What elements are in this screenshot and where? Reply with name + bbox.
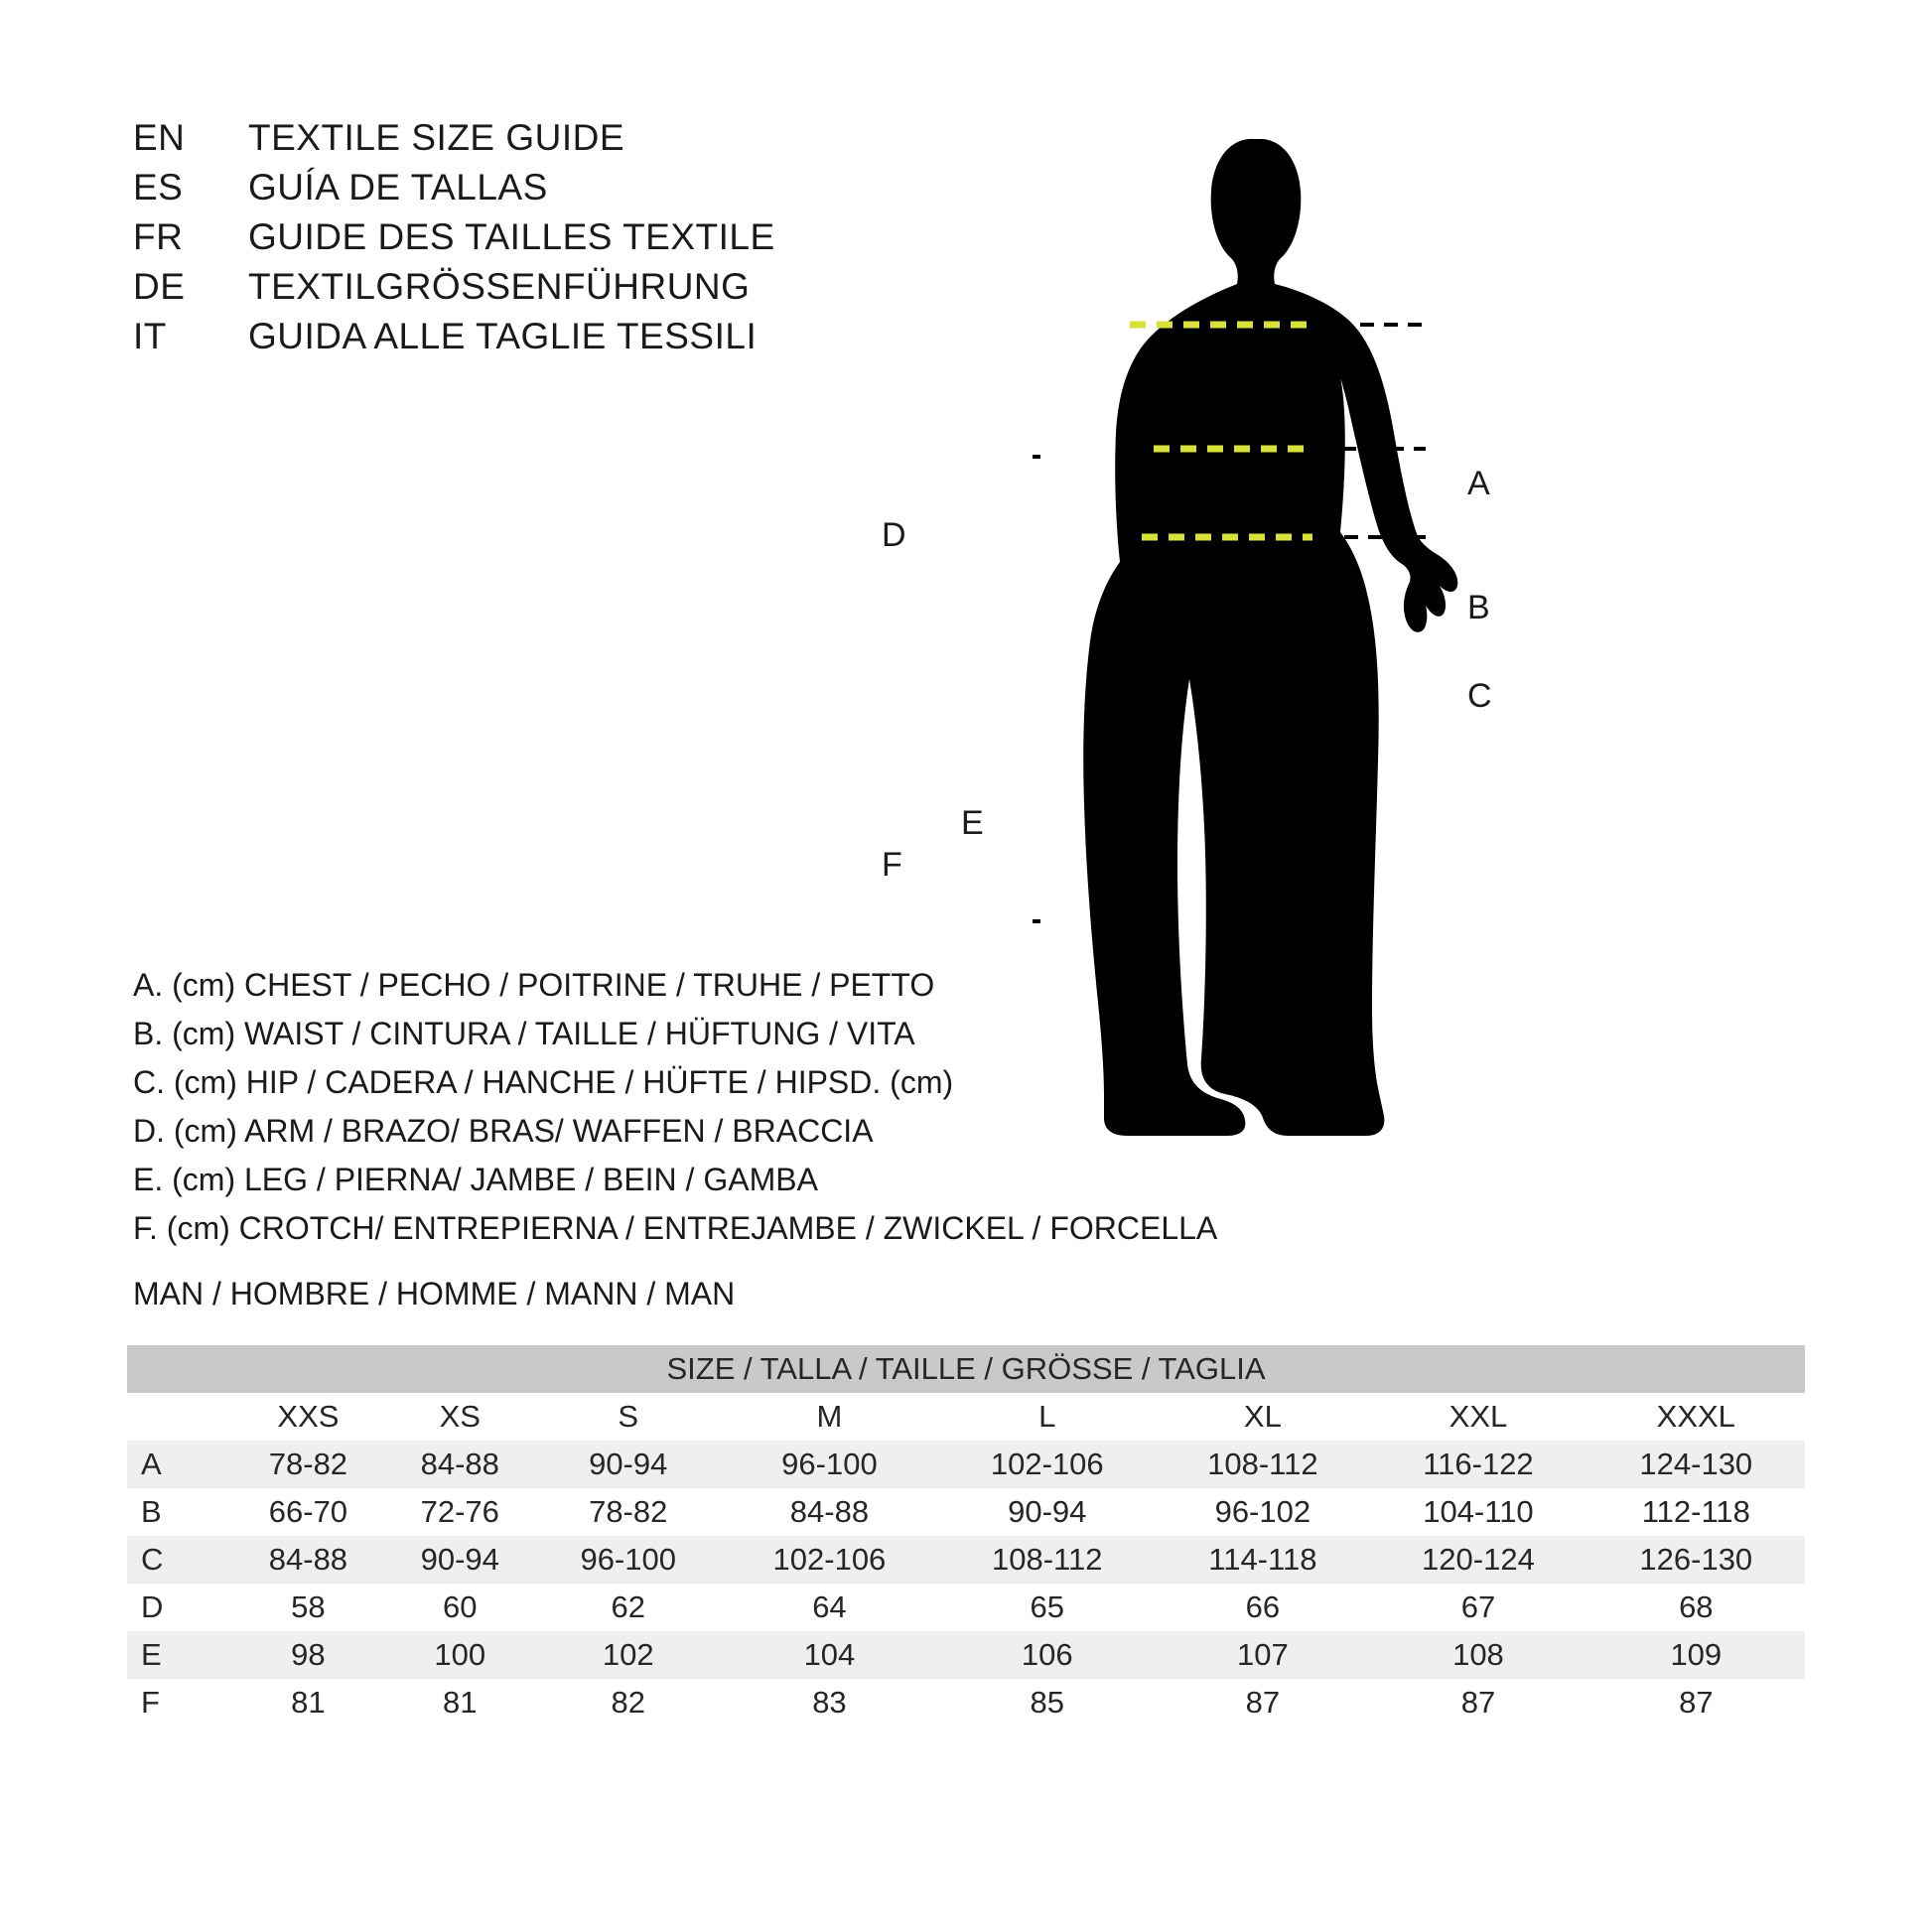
marker-label-f: F [882, 846, 902, 884]
legend-item: B. (cm) WAIST / CINTURA / TAILLE / HÜFTUNG / VITA [133, 1016, 915, 1051]
table-cell: 68 [1587, 1584, 1805, 1631]
table-cell: 104-110 [1369, 1488, 1587, 1536]
table-row [127, 1631, 1805, 1679]
table-cell: 81 [384, 1679, 536, 1726]
marker-label-c: C [1467, 677, 1492, 715]
row-key: D [127, 1584, 232, 1631]
column-header: M [721, 1393, 938, 1441]
table-row [127, 1488, 1805, 1536]
table-cell: 85 [938, 1679, 1156, 1726]
table-cell: 62 [536, 1584, 721, 1631]
language-row [133, 117, 947, 167]
table-cell: 106 [938, 1631, 1156, 1679]
legend-item: D. (cm) ARM / BRAZO/ BRAS/ WAFFEN / BRACCIA [133, 1113, 874, 1149]
language-row [133, 167, 947, 216]
table-cell: 60 [384, 1584, 536, 1631]
language-title: GUÍA DE TALLAS [248, 167, 548, 207]
table-cell: 108-112 [1156, 1441, 1369, 1488]
table-cell: 78-82 [232, 1441, 384, 1488]
table-cell: 81 [232, 1679, 384, 1726]
language-title: GUIDE DES TAILLES TEXTILE [248, 216, 775, 257]
table-cell: 72-76 [384, 1488, 536, 1536]
table-cell: 100 [384, 1631, 536, 1679]
table-cell: 116-122 [1369, 1441, 1587, 1488]
table-cell: 114-118 [1156, 1536, 1369, 1584]
table-cell: 126-130 [1587, 1536, 1805, 1584]
column-header: XL [1156, 1393, 1369, 1441]
table-cell: 112-118 [1587, 1488, 1805, 1536]
marker-label-d: D [882, 516, 906, 554]
table-cell: 98 [232, 1631, 384, 1679]
row-key: F [127, 1679, 232, 1726]
table-cell: 66-70 [232, 1488, 384, 1536]
gender-label: MAN / HOMBRE / HOMME / MANN / MAN [133, 1276, 736, 1311]
legend-item: F. (cm) CROTCH/ ENTREPIERNA / ENTREJAMBE / ZWICKEL / FORCELLA [133, 1210, 1218, 1246]
table-cell: 104 [721, 1631, 938, 1679]
table-row [127, 1679, 1805, 1726]
table-cell: 102-106 [938, 1441, 1156, 1488]
marker-label-b: B [1467, 589, 1490, 626]
table-cell: 64 [721, 1584, 938, 1631]
table-cell: 96-100 [721, 1441, 938, 1488]
table-row [127, 1441, 1805, 1488]
table-cell: 96-102 [1156, 1488, 1369, 1536]
table-cell: 87 [1369, 1679, 1587, 1726]
table-cell: 84-88 [384, 1441, 536, 1488]
language-header-block [133, 117, 947, 365]
column-header: XXL [1369, 1393, 1587, 1441]
column-header: L [938, 1393, 1156, 1441]
table-cell: 83 [721, 1679, 938, 1726]
table-cell: 67 [1369, 1584, 1587, 1631]
table-cell: 96-100 [536, 1536, 721, 1584]
language-code: ES [133, 167, 184, 207]
row-key: C [127, 1536, 232, 1584]
table-cell: 124-130 [1587, 1441, 1805, 1488]
language-title: GUIDA ALLE TAGLIE TESSILI [248, 316, 758, 356]
column-header: XS [384, 1393, 536, 1441]
table-corner-cell [127, 1393, 232, 1441]
table-cell: 108-112 [938, 1536, 1156, 1584]
table-cell: 90-94 [938, 1488, 1156, 1536]
legend-item: C. (cm) HIP / CADERA / HANCHE / HÜFTE / HIPSD. (cm) [133, 1064, 954, 1100]
table-cell: 58 [232, 1584, 384, 1631]
language-code: FR [133, 216, 184, 257]
language-code: IT [133, 316, 167, 356]
table-cell: 82 [536, 1679, 721, 1726]
table-cell: 87 [1156, 1679, 1369, 1726]
table-cell: 65 [938, 1584, 1156, 1631]
row-key: E [127, 1631, 232, 1679]
legend-item: A. (cm) CHEST / PECHO / POITRINE / TRUHE / PETTO [133, 967, 935, 1003]
measurement-legend [133, 961, 1218, 1253]
table-cell: 108 [1369, 1631, 1587, 1679]
legend-item: E. (cm) LEG / PIERNA/ JAMBE / BEIN / GAMBA [133, 1162, 818, 1197]
table-cell: 87 [1587, 1679, 1805, 1726]
table-cell: 84-88 [721, 1488, 938, 1536]
table-cell: 66 [1156, 1584, 1369, 1631]
language-title: TEXTILGRÖSSENFÜHRUNG [248, 266, 751, 307]
language-row [133, 316, 947, 365]
language-row [133, 216, 947, 266]
column-header: S [536, 1393, 721, 1441]
size-table [127, 1345, 1805, 1726]
table-header-row [127, 1393, 1805, 1441]
table-cell: 90-94 [384, 1536, 536, 1584]
table-cell: 102-106 [721, 1536, 938, 1584]
table-cell: 107 [1156, 1631, 1369, 1679]
language-row [133, 266, 947, 316]
column-header: XXS [232, 1393, 384, 1441]
table-band-title: SIZE / TALLA / TAILLE / GRÖSSE / TAGLIA [127, 1345, 1805, 1393]
table-cell: 78-82 [536, 1488, 721, 1536]
table-cell: 84-88 [232, 1536, 384, 1584]
table-band-title-row [127, 1345, 1805, 1393]
language-title: TEXTILE SIZE GUIDE [248, 117, 625, 158]
marker-label-e: E [961, 804, 984, 842]
table-cell: 90-94 [536, 1441, 721, 1488]
row-key: A [127, 1441, 232, 1488]
table-row [127, 1584, 1805, 1631]
language-code: EN [133, 117, 186, 158]
table-cell: 120-124 [1369, 1536, 1587, 1584]
table-row [127, 1536, 1805, 1584]
column-header: XXXL [1587, 1393, 1805, 1441]
marker-label-a: A [1467, 465, 1490, 502]
row-key: B [127, 1488, 232, 1536]
language-code: DE [133, 266, 186, 307]
table-cell: 109 [1587, 1631, 1805, 1679]
table-cell: 102 [536, 1631, 721, 1679]
